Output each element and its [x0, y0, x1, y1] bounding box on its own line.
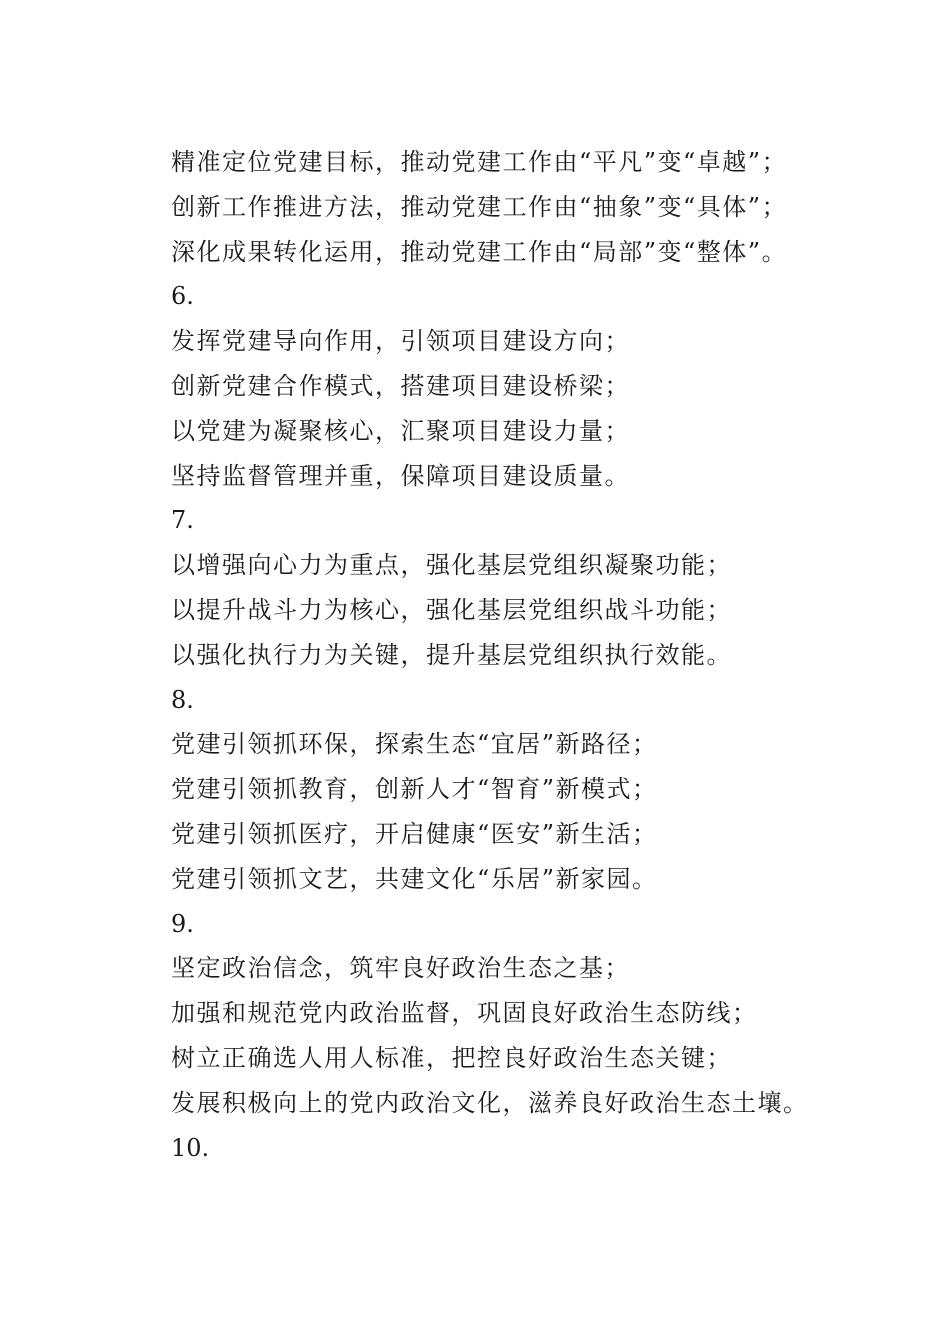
text-line: 党建引领抓文艺，共建文化“乐居”新家园。	[171, 864, 658, 893]
text-line: 深化成果转化运用，推动党建工作由“局部”变“整体”。	[171, 237, 788, 266]
section-number: 9.	[171, 909, 194, 938]
text-line: 发挥党建导向作用，引领项目建设方向；	[171, 327, 630, 356]
text-line: 坚持监督管理并重，保障项目建设质量。	[171, 461, 630, 490]
text-line: 创新工作推进方法，推动党建工作由“抽象”变“具体”；	[171, 192, 788, 221]
text-line: 加强和规范党内政治监督，巩固良好政治生态防线；	[171, 999, 758, 1028]
section-number: 6.	[171, 282, 194, 311]
section-number: 7.	[171, 506, 194, 535]
text-line: 以强化执行力为关键，提升基层党组织执行效能。	[171, 640, 732, 669]
text-line: 党建引领抓医疗，开启健康“医安”新生活；	[171, 819, 658, 848]
text-line: 发展积极向上的党内政治文化，滋养良好政治生态土壤。	[171, 1088, 809, 1117]
section-number: 8.	[171, 685, 194, 714]
text-line: 以党建为凝聚核心，汇聚项目建设力量；	[171, 416, 630, 445]
text-line: 以提升战斗力为核心，强化基层党组织战斗功能；	[171, 595, 732, 624]
section-number: 10.	[171, 1133, 210, 1162]
text-line: 精准定位党建目标，推动党建工作由“平凡”变“卓越”；	[171, 148, 788, 176]
text-line: 党建引领抓教育，创新人才“智育”新模式；	[171, 775, 658, 804]
text-line: 坚定政治信念，筑牢良好政治生态之基；	[171, 954, 630, 983]
text-line: 以增强向心力为重点，强化基层党组织凝聚功能；	[171, 551, 732, 580]
text-line: 党建引领抓环保，探索生态“宜居”新路径；	[171, 730, 658, 759]
text-line: 树立正确选人用人标准，把控良好政治生态关键；	[171, 1043, 732, 1072]
text-line: 创新党建合作模式，搭建项目建设桥梁；	[171, 371, 630, 400]
document-body	[171, 140, 871, 1170]
